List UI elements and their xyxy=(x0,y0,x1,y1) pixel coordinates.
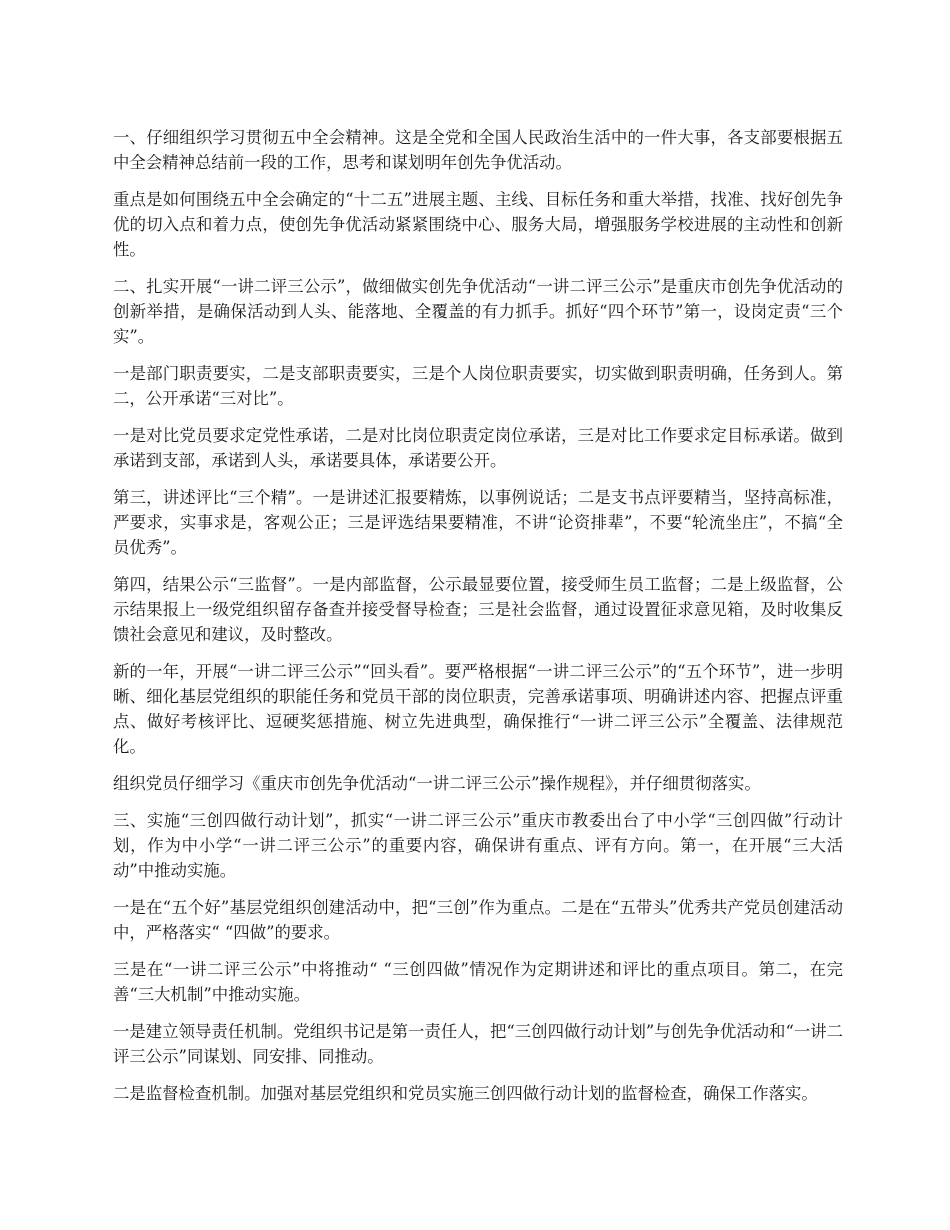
paragraph-13: 一是建立领导责任机制。党组织书记是第一责任人，把“三创四做行动计划”与创先争优活动和“一讲二评三公示”同谋划、同安排、同推动。 xyxy=(113,1022,843,1066)
paragraph-8: 新的一年，开展“一讲二评三公示”“回头看”。要严格根据“一讲二评三公示”的“五个环节”，进一步明晰、细化基层党组织的职能任务和党员干部的岗位职责，完善承诺事项、明确讲述内容、把握点评重点、做好考核评比、逗硬奖惩措施、树立先进典型，确保推行“一讲二评三公示”全覆盖、法律规范化。 xyxy=(113,662,843,756)
paragraph-11: 一是在“五个好”基层党组织创建活动中，把“三创”作为重点。二是在“五带头”优秀共产党员创建活动中，严格落实“ “四做”的要求。 xyxy=(113,898,843,942)
paragraph-6: 第三，讲述评比“三个精”。一是讲述汇报要精炼，以事例说话；二是支书点评要精当，坚持高标准，严要求，实事求是，客观公正；三是评选结果要精准，不讲“论资排辈”，不要“轮流坐庄”，不搞“全员优秀”。 xyxy=(113,488,843,557)
paragraph-5: 一是对比党员要求定党性承诺，二是对比岗位职责定岗位承诺，三是对比工作要求定目标承诺。做到承诺到支部，承诺到人头，承诺要具体，承诺要公开。 xyxy=(113,426,843,470)
paragraph-10: 三、实施“三创四做行动计划”，抓实“一讲二评三公示”重庆市教委出台了中小学“三创四做”行动计划，作为中小学“一讲二评三公示”的重要内容，确保讲有重点、评有方向。第一，在开展“三大活动”中推动实施。 xyxy=(113,811,843,880)
paragraph-7: 第四，结果公示“三监督”。一是内部监督，公示最显要位置，接受师生员工监督；二是上级监督，公示结果报上一级党组织留存备查并接受督导检查；三是社会监督，通过设置征求意见箱，及时收集反馈社会意见和建议，及时整改。 xyxy=(113,575,843,644)
paragraph-14: 二是监督检查机制。加强对基层党组织和党员实施三创四做行动计划的监督检查，确保工作落实。 xyxy=(113,1084,818,1103)
paragraph-9: 组织党员仔细学习《重庆市创先争优活动“一讲二评三公示”操作规程》，并仔细贯彻落实。 xyxy=(113,774,761,793)
paragraph-4: 一是部门职责要实，二是支部职责要实，三是个人岗位职责要实，切实做到职责明确，任务到人。第二，公开承诺“三对比”。 xyxy=(113,364,843,408)
paragraph-3: 二、扎实开展“一讲二评三公示”，做细做实创先争优活动“一讲二评三公示”是重庆市创先争优活动的创新举措，是确保活动到人头、能落地、全覆盖的有力抓手。抓好“四个环节”第一，设岗定责“三个实”。 xyxy=(113,277,843,346)
paragraph-12: 三是在“一讲二评三公示”中将推动“ “三创四做”情况作为定期讲述和评比的重点项目。第二，在完善“三大机制”中推动实施。 xyxy=(113,960,843,1004)
paragraph-2: 重点是如何围绕五中全会确定的“十二五”进展主题、主线、目标任务和重大举措，找准、找好创先争优的切入点和着力点，使创先争优活动紧紧围绕中心、服务大局，增强服务学校进展的主动性和创新性。 xyxy=(113,190,843,259)
document-body xyxy=(113,125,843,1118)
paragraph-1: 一、仔细组织学习贯彻五中全会精神。这是全党和全国人民政治生活中的一件大事，各支部要根据五中全会精神总结前一段的工作，思考和谋划明年创先争优活动。 xyxy=(113,128,843,172)
